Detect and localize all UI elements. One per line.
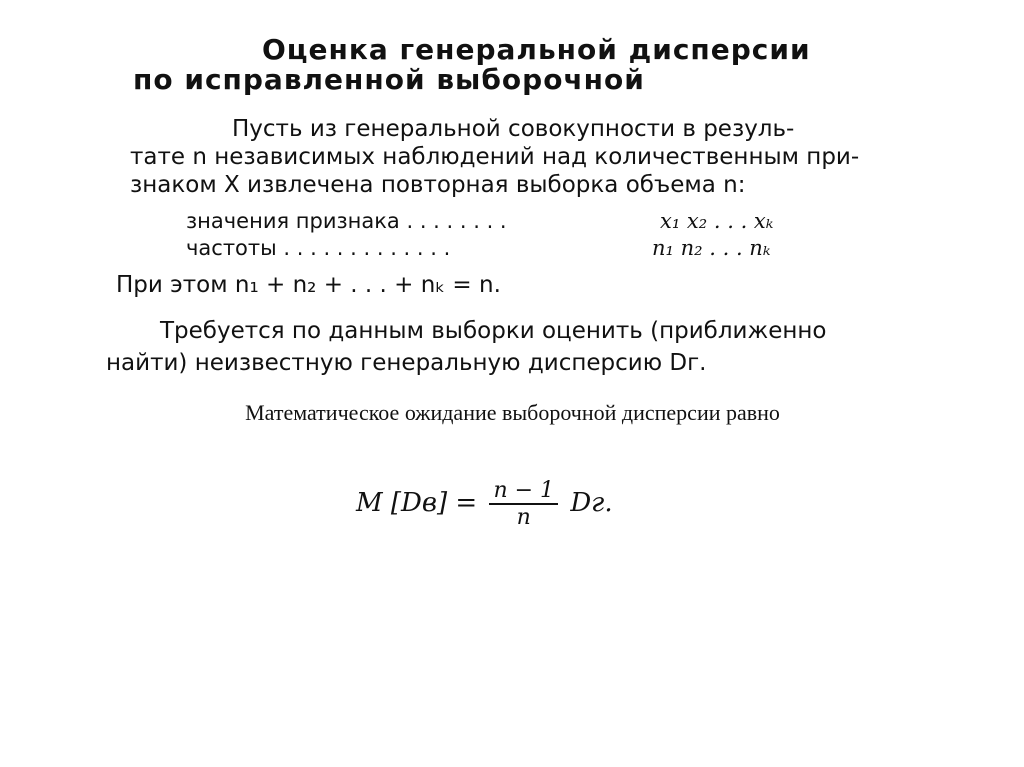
sum-condition: При этом n₁ + n₂ + . . . + nₖ = n. (116, 272, 501, 298)
paragraph-line-2: тате n независимых наблюдений над количественным при- (130, 144, 860, 170)
heading-line-2: по исправленной выборочной (133, 63, 645, 96)
expectation-text: Математическое ожидание выборочной дисперсии равно (245, 400, 780, 425)
expectation-formula (356, 478, 613, 530)
paragraph-line-3: знаком X извлечена повторная выборка объема n: (130, 172, 746, 198)
fraction-denominator: n (516, 505, 531, 530)
values-row-label: значения признака . . . . . . . . (186, 209, 507, 233)
formula-rhs: Dг. (570, 488, 613, 518)
formula-fraction (489, 478, 558, 530)
requirement-line-2: найти) неизвестную генеральную дисперсию Dг. (106, 350, 707, 376)
frequencies-row-values: n₁ n₂ . . . nₖ (652, 236, 771, 260)
requirement-line-1: Требуется по данным выборки оценить (приближенно (160, 318, 827, 344)
formula-lhs: M [Dв] = (356, 488, 478, 518)
fraction-numerator: n − 1 (489, 478, 558, 505)
values-row-values: x₁ x₂ . . . xₖ (660, 209, 774, 233)
heading-line-1: Оценка генеральной дисперсии (262, 33, 811, 66)
paragraph-line-1: Пусть из генеральной совокупности в резуль- (232, 116, 795, 142)
frequencies-row-label: частоты . . . . . . . . . . . . . (186, 236, 451, 260)
